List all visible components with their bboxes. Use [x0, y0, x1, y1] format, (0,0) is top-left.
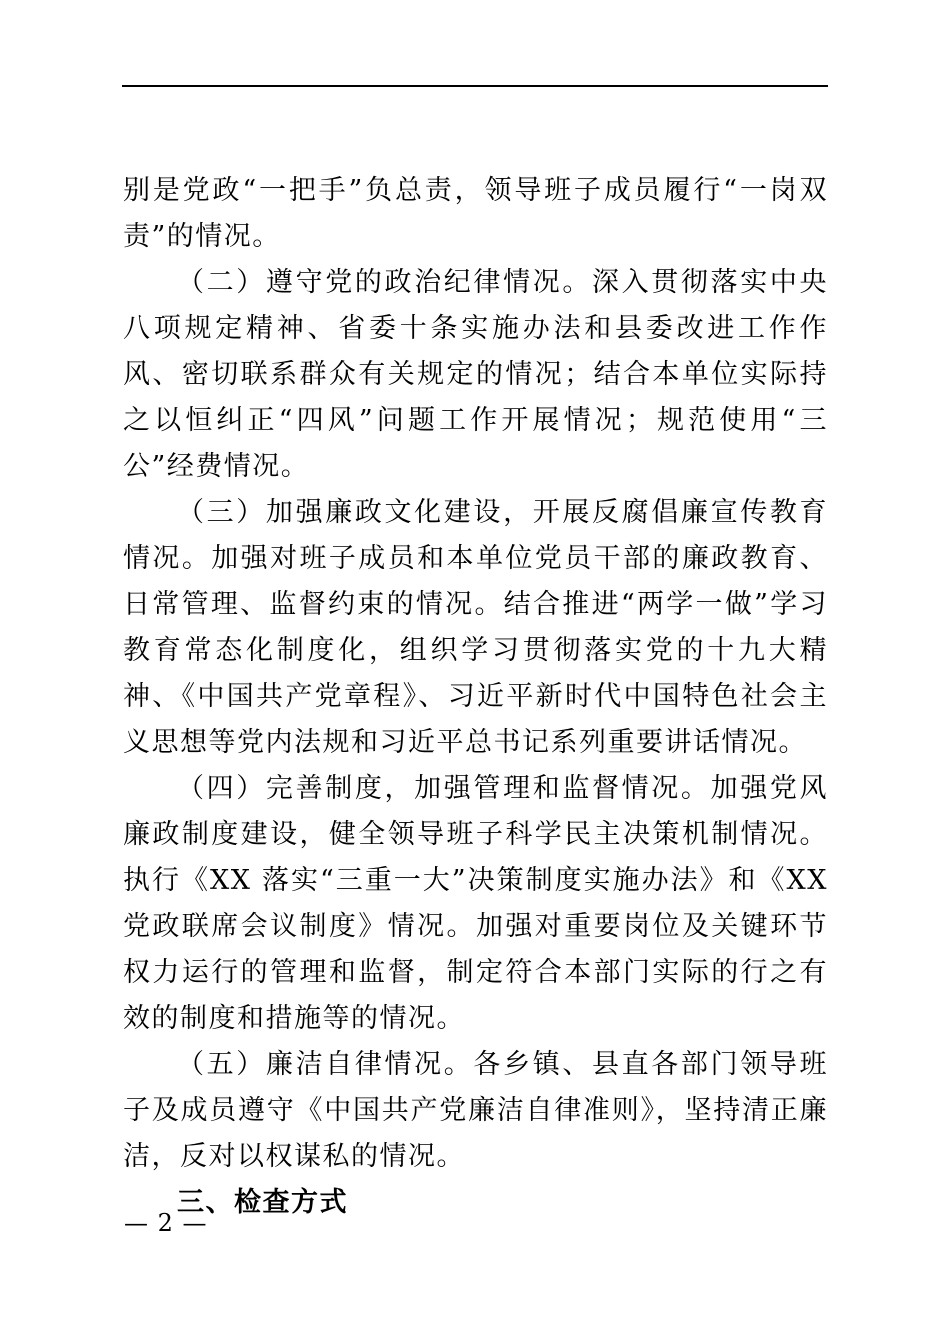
- header-rule: [122, 85, 828, 87]
- document-body: [123, 168, 828, 1226]
- paragraph-system-supervision: （四）完善制度，加强管理和监督情况。加强党风廉政制度建设，健全领导班子科学民主决策机制情况。执行《XX 落实“三重一大”决策制度实施办法》和《XX 党政联席会议制度》情况。加强对重要岗位及关键环节权力运行的管理和监督，制定符合本部门实际的行之有效的制度和措施等的情况。: [123, 773, 828, 1034]
- paragraph-political-discipline: （二）遵守党的政治纪律情况。深入贯彻落实中央八项规定精神、省委十条实施办法和县委改进工作作风、密切联系群众有关规定的情况；结合本单位实际持之以恒纠正“四风”问题工作开展情况；规范使用“三公”经费情况。: [123, 267, 828, 482]
- paragraph-clean-culture: （三）加强廉政文化建设，开展反腐倡廉宣传教育情况。加强对班子成员和本单位党员干部的廉政教育、日常管理、监督约束的情况。结合推进“两学一做”学习教育常态化制度化，组织学习贯彻落实党的十九大精神、《中国共产党章程》、习近平新时代中国特色社会主义思想等党内法规和习近平总书记系列重要讲话情况。: [123, 497, 828, 758]
- paragraph-self-discipline: （五）廉洁自律情况。各乡镇、县直各部门领导班子及成员遵守《中国共产党廉洁自律准则》，坚持清正廉洁，反对以权谋私的情况。: [123, 1049, 828, 1172]
- section-heading: 三、检查方式: [177, 1187, 348, 1218]
- paragraph-continuation: 别是党政“一把手”负总责，领导班子成员履行“一岗双责”的情况。: [123, 175, 828, 252]
- page-number: — 2 —: [124, 1209, 208, 1237]
